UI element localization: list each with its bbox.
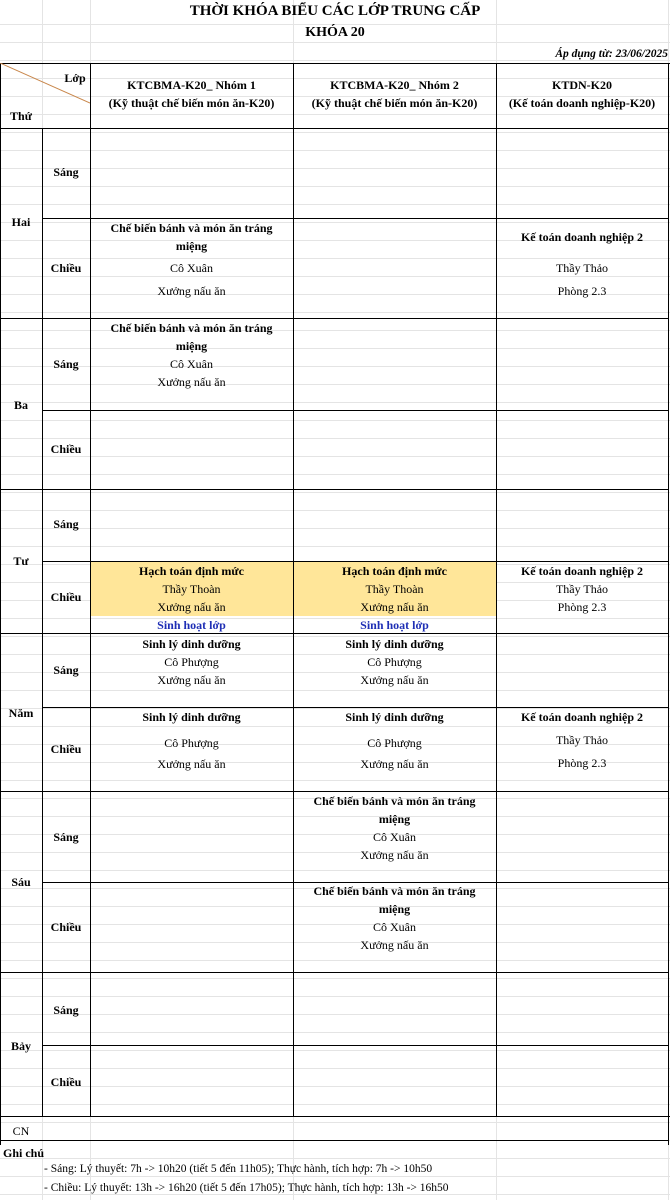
subject: Hạch toán định mức xyxy=(139,564,244,578)
teacher: Cô Xuân xyxy=(373,920,416,934)
subject: Kế toán doanh nghiệp 2 xyxy=(520,230,644,244)
teacher: Thầy Thảo xyxy=(555,582,609,596)
subject: Kế toán doanh nghiệp 2 xyxy=(520,564,644,578)
class-name: KTCBMA-K20_ Nhóm 1 xyxy=(127,78,256,92)
session-label: Sáng xyxy=(53,830,79,844)
subject-line: Chế biến bánh và món ăn tráng xyxy=(313,794,476,808)
border-line xyxy=(0,63,670,64)
session-label: Chiều xyxy=(50,920,82,934)
session-label: Chiều xyxy=(50,1075,82,1089)
subject: Kế toán doanh nghiệp 2 xyxy=(520,710,644,724)
session-label: Chiều xyxy=(50,442,82,456)
room: Xưởng nấu ăn xyxy=(157,673,226,687)
border-line xyxy=(0,1116,670,1117)
note-afternoon: - Chiều: Lý thuyết: 13h -> 16h20 (tiết 5 đến 17h05); Thực hành, tích hợp: 13h -> 16h50 xyxy=(44,1182,449,1194)
session-label: Chiều xyxy=(50,590,82,604)
teacher: Thầy Thoàn xyxy=(365,582,424,596)
day-label-sun: CN xyxy=(12,1124,30,1138)
subject: Hạch toán định mức xyxy=(342,564,447,578)
subject: Sinh lý dinh dưỡng xyxy=(142,637,241,651)
border-line xyxy=(42,1045,669,1046)
subject-line: miệng xyxy=(175,239,208,253)
room: Xưởng nấu ăn xyxy=(360,938,429,952)
room: Xưởng nấu ăn xyxy=(360,673,429,687)
room: Xưởng nấu ăn xyxy=(360,600,429,614)
teacher: Cô Xuân xyxy=(170,357,213,371)
subject: Sinh lý dinh dưỡng xyxy=(345,710,444,724)
page-title: THỜI KHÓA BIỂU CÁC LỚP TRUNG CẤP xyxy=(189,3,481,19)
day-label-sat: Bảy xyxy=(10,1039,31,1053)
day-label-wed: Tư xyxy=(13,554,29,568)
teacher: Cô Xuân xyxy=(170,261,213,275)
room: Xưởng nấu ăn xyxy=(157,600,226,614)
room: Phòng 2.3 xyxy=(557,756,607,770)
corner-class-label: Lớp xyxy=(64,71,86,85)
class-activity: Sinh hoạt lớp xyxy=(360,618,429,632)
teacher: Thầy Thoàn xyxy=(162,582,221,596)
apply-date: Áp dụng từ: 23/06/2025 xyxy=(555,48,668,60)
border-line xyxy=(0,489,669,490)
session-label: Chiều xyxy=(50,742,82,756)
day-label-tue: Ba xyxy=(13,398,28,412)
border-line xyxy=(668,63,669,1145)
room: Xưởng nấu ăn xyxy=(157,284,226,298)
day-label-fri: Sáu xyxy=(11,875,31,889)
room: Xưởng nấu ăn xyxy=(360,757,429,771)
subject: Sinh lý dinh dưỡng xyxy=(142,710,241,724)
session-label: Sáng xyxy=(53,517,79,531)
page-subtitle: KHÓA 20 xyxy=(305,25,365,40)
border-line xyxy=(42,410,669,411)
teacher: Thầy Thảo xyxy=(555,261,609,275)
note-morning: - Sáng: Lý thuyết: 7h -> 10h20 (tiết 5 đến 11h05); Thực hành, tích hợp: 7h -> 10h50 xyxy=(44,1163,433,1175)
subject-line: miệng xyxy=(378,902,411,916)
session-label: Sáng xyxy=(53,357,79,371)
corner-day-label: Thứ xyxy=(10,109,32,123)
teacher: Cô Xuân xyxy=(373,830,416,844)
subject-line: miệng xyxy=(378,812,411,826)
day-label-mon: Hai xyxy=(11,215,31,229)
border-line xyxy=(0,972,669,973)
class-desc: (Kỹ thuật chế biến món ăn-K20) xyxy=(108,96,275,110)
teacher: Thầy Thảo xyxy=(555,733,609,747)
teacher: Cô Phượng xyxy=(367,736,422,750)
room: Xưởng nấu ăn xyxy=(157,375,226,389)
class-name: KTCBMA-K20_ Nhóm 2 xyxy=(330,78,459,92)
room: Phòng 2.3 xyxy=(557,284,607,298)
session-label: Sáng xyxy=(53,663,79,677)
subject-line: Chế biến bánh và món ăn tráng xyxy=(110,221,273,235)
subject: Sinh lý dinh dưỡng xyxy=(345,637,444,651)
class-activity: Sinh hoạt lớp xyxy=(157,618,226,632)
session-label: Sáng xyxy=(53,165,79,179)
class-desc: (Kế toán doanh nghiệp-K20) xyxy=(508,96,656,110)
day-label-thu: Năm xyxy=(8,706,34,720)
session-label: Sáng xyxy=(53,1003,79,1017)
teacher: Cô Phượng xyxy=(164,736,219,750)
room: Phòng 2.3 xyxy=(557,600,607,614)
subject-line: Chế biến bánh và món ăn tráng xyxy=(313,884,476,898)
subject-line: Chế biến bánh và món ăn tráng xyxy=(110,321,273,335)
class-desc: (Kỹ thuật chế biến món ăn-K20) xyxy=(311,96,478,110)
class-name: KTDN-K20 xyxy=(552,78,612,92)
session-label: Chiều xyxy=(50,261,82,275)
teacher: Cô Phượng xyxy=(164,655,219,669)
teacher: Cô Phượng xyxy=(367,655,422,669)
border-line xyxy=(0,128,669,129)
notes-heading: Ghi chú xyxy=(3,1146,45,1160)
room: Xưởng nấu ăn xyxy=(157,757,226,771)
room: Xưởng nấu ăn xyxy=(360,848,429,862)
subject-line: miệng xyxy=(175,339,208,353)
border-line xyxy=(0,1140,669,1141)
